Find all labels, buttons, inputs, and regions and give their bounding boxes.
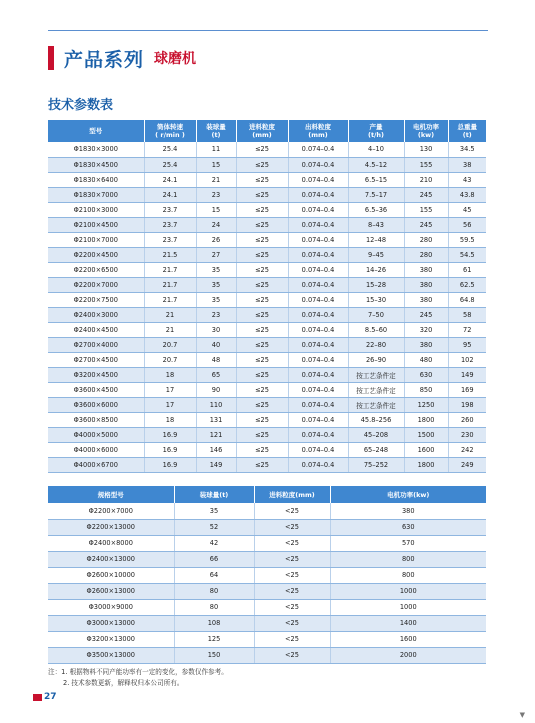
table-cell: 245 <box>404 307 448 322</box>
table-row <box>48 631 486 647</box>
table-cell: 169 <box>448 382 486 397</box>
table-cell: 380 <box>404 277 448 292</box>
table-cell: 0.074–0.4 <box>288 412 348 427</box>
table-cell: ≤25 <box>236 292 288 307</box>
table-cell: 17 <box>144 397 196 412</box>
table-cell: 21 <box>144 322 196 337</box>
table-cell: 75–252 <box>348 457 404 472</box>
table-cell: 21.7 <box>144 262 196 277</box>
table-cell: 0.074–0.4 <box>288 367 348 382</box>
table-cell: 130 <box>404 142 448 157</box>
table-row <box>48 615 486 631</box>
table-row <box>48 247 486 262</box>
table-cell: 27 <box>196 247 236 262</box>
table-cell: ≤25 <box>236 337 288 352</box>
table-cell: 155 <box>404 202 448 217</box>
header-rule <box>48 30 488 31</box>
table-cell: 1600 <box>404 442 448 457</box>
table-cell: 24.1 <box>144 187 196 202</box>
table-row <box>48 457 486 472</box>
table-cell: 4–10 <box>348 142 404 157</box>
table-cell: ≤25 <box>236 187 288 202</box>
column-header: 型号 <box>48 120 144 142</box>
table-cell: <25 <box>254 519 330 535</box>
table-cell: 0.074–0.4 <box>288 382 348 397</box>
table-cell: 1400 <box>330 615 486 631</box>
table-cell: 56 <box>448 217 486 232</box>
table-cell: 66 <box>174 551 254 567</box>
page-header <box>48 44 196 72</box>
table-cell: 34.5 <box>448 142 486 157</box>
table-cell: <25 <box>254 615 330 631</box>
table-cell: 按工艺条件定 <box>348 382 404 397</box>
table-cell: 800 <box>330 551 486 567</box>
table-row <box>48 519 486 535</box>
table-cell: 0.074–0.4 <box>288 397 348 412</box>
table-cell: Φ1830×3000 <box>48 142 144 157</box>
table-row <box>48 217 486 232</box>
table-row <box>48 307 486 322</box>
table-cell: 0.074–0.4 <box>288 307 348 322</box>
table-row <box>48 292 486 307</box>
table-cell: 21.5 <box>144 247 196 262</box>
column-header: 规格型号 <box>48 486 174 503</box>
table-cell: 26 <box>196 232 236 247</box>
table-cell: 0.074–0.4 <box>288 442 348 457</box>
table-cell: 80 <box>174 583 254 599</box>
table-row <box>48 599 486 615</box>
table-cell: 630 <box>330 519 486 535</box>
table-cell: 570 <box>330 535 486 551</box>
table-cell: 1600 <box>330 631 486 647</box>
table-cell: 80 <box>174 599 254 615</box>
table-cell: 0.074–0.4 <box>288 292 348 307</box>
table-cell: 108 <box>174 615 254 631</box>
table-cell: 90 <box>196 382 236 397</box>
table-cell: 155 <box>404 157 448 172</box>
table-cell: 146 <box>196 442 236 457</box>
table-cell: Φ3500×13000 <box>48 647 174 663</box>
table-cell: ≤25 <box>236 142 288 157</box>
table-cell: 800 <box>330 567 486 583</box>
table-cell: 21 <box>144 307 196 322</box>
table-cell: 65–248 <box>348 442 404 457</box>
table-cell: <25 <box>254 551 330 567</box>
table-cell: Φ3200×13000 <box>48 631 174 647</box>
table-cell: ≤25 <box>236 217 288 232</box>
table-cell: 6.5–15 <box>348 172 404 187</box>
footnote-1: 注：1. 根据物料不同产能功率有一定的变化，参数仅作参考。 <box>48 668 228 676</box>
table-cell: 35 <box>174 503 254 519</box>
section-title: 技术参数表 <box>48 98 114 113</box>
table-cell: 380 <box>404 337 448 352</box>
table-cell: 17 <box>144 382 196 397</box>
table-cell: 21.7 <box>144 292 196 307</box>
table-cell: 1250 <box>404 397 448 412</box>
table-cell: Φ2200×7000 <box>48 277 144 292</box>
table-cell: 38 <box>448 157 486 172</box>
table-cell: Φ3600×4500 <box>48 382 144 397</box>
table-row <box>48 277 486 292</box>
table-cell: Φ2600×10000 <box>48 567 174 583</box>
table-cell: 62.5 <box>448 277 486 292</box>
table-cell: ≤25 <box>236 322 288 337</box>
table-row <box>48 382 486 397</box>
table-cell: 380 <box>404 262 448 277</box>
table-row <box>48 262 486 277</box>
table-cell: 110 <box>196 397 236 412</box>
table-cell: 15–28 <box>348 277 404 292</box>
table-cell: ≤25 <box>236 367 288 382</box>
table-cell: 850 <box>404 382 448 397</box>
table-cell: 0.074–0.4 <box>288 352 348 367</box>
table-cell: ≤25 <box>236 262 288 277</box>
column-header: 进料粒度 (mm) <box>236 120 288 142</box>
table-cell: 43 <box>448 172 486 187</box>
table-cell: 210 <box>404 172 448 187</box>
table-cell: Φ1830×6400 <box>48 172 144 187</box>
column-header: 出料粒度 (mm) <box>288 120 348 142</box>
table-row <box>48 187 486 202</box>
table-cell: 61 <box>448 262 486 277</box>
table-cell: 1000 <box>330 583 486 599</box>
table-cell: 121 <box>196 427 236 442</box>
table-cell: Φ1830×4500 <box>48 157 144 172</box>
table-cell: 25.4 <box>144 157 196 172</box>
table-cell: 8.5–60 <box>348 322 404 337</box>
table-cell: 52 <box>174 519 254 535</box>
table-row <box>48 427 486 442</box>
table-cell: Φ2200×7500 <box>48 292 144 307</box>
table-cell: 380 <box>330 503 486 519</box>
table-cell: 16.9 <box>144 457 196 472</box>
page-title: 产品系列 <box>64 48 145 71</box>
table-cell: 16.9 <box>144 427 196 442</box>
table-cell: 0.074–0.4 <box>288 247 348 262</box>
table-cell: ≤25 <box>236 202 288 217</box>
table-cell: 48 <box>196 352 236 367</box>
table-cell: <25 <box>254 503 330 519</box>
table-cell: Φ2400×3000 <box>48 307 144 322</box>
header-accent-bar <box>48 46 54 70</box>
table-cell: ≤25 <box>236 157 288 172</box>
table-cell: 54.5 <box>448 247 486 262</box>
table-cell: 1800 <box>404 457 448 472</box>
table-cell: 0.074–0.4 <box>288 262 348 277</box>
table-cell: 1500 <box>404 427 448 442</box>
table-row <box>48 367 486 382</box>
table-cell: Φ2400×13000 <box>48 551 174 567</box>
table-cell: 21.7 <box>144 277 196 292</box>
table-cell: 15–30 <box>348 292 404 307</box>
table-row <box>48 551 486 567</box>
table-row <box>48 157 486 172</box>
table-cell: 95 <box>448 337 486 352</box>
table-cell: 0.074–0.4 <box>288 202 348 217</box>
table-cell: Φ3200×4500 <box>48 367 144 382</box>
footnote-2: 2. 技术参数更新，解释权归本公司所有。 <box>63 679 184 687</box>
table-cell: 23.7 <box>144 232 196 247</box>
table-cell: 12–48 <box>348 232 404 247</box>
table-cell: 0.074–0.4 <box>288 157 348 172</box>
table-cell: Φ1830×7000 <box>48 187 144 202</box>
table-cell: ≤25 <box>236 412 288 427</box>
table-cell: 8–43 <box>348 217 404 232</box>
table-cell: 2000 <box>330 647 486 663</box>
table-cell: Φ2600×13000 <box>48 583 174 599</box>
table-cell: 23 <box>196 187 236 202</box>
table-cell: 0.074–0.4 <box>288 187 348 202</box>
table-cell: ≤25 <box>236 247 288 262</box>
table-cell: 0.074–0.4 <box>288 142 348 157</box>
table-cell: 245 <box>404 217 448 232</box>
table-cell: 35 <box>196 292 236 307</box>
table-cell: 按工艺条件定 <box>348 397 404 412</box>
table-row <box>48 583 486 599</box>
table-cell: Φ3000×13000 <box>48 615 174 631</box>
table-cell: ≤25 <box>236 457 288 472</box>
table-cell: Φ2100×4500 <box>48 217 144 232</box>
table-cell: 480 <box>404 352 448 367</box>
table-row <box>48 397 486 412</box>
table-cell: ≤25 <box>236 232 288 247</box>
table-row <box>48 172 486 187</box>
table-cell: Φ3600×8500 <box>48 412 144 427</box>
table-cell: Φ2200×13000 <box>48 519 174 535</box>
table-cell: 35 <box>196 262 236 277</box>
table-cell: 149 <box>448 367 486 382</box>
table-row <box>48 322 486 337</box>
table-cell: 249 <box>448 457 486 472</box>
table-cell: 23 <box>196 307 236 322</box>
table-cell: Φ4000×5000 <box>48 427 144 442</box>
table-cell: Φ2100×3000 <box>48 202 144 217</box>
table-cell: <25 <box>254 535 330 551</box>
table-cell: 0.074–0.4 <box>288 277 348 292</box>
page-subtitle: 球磨机 <box>154 51 197 67</box>
table-cell: 58 <box>448 307 486 322</box>
table-row <box>48 412 486 427</box>
table-cell: ≤25 <box>236 382 288 397</box>
table-cell: 22–80 <box>348 337 404 352</box>
table-cell: 64.8 <box>448 292 486 307</box>
table-cell: 23.7 <box>144 217 196 232</box>
table-cell: 380 <box>404 292 448 307</box>
table-cell: 24.1 <box>144 172 196 187</box>
table-row <box>48 647 486 663</box>
table-cell: 42 <box>174 535 254 551</box>
table-cell: 18 <box>144 367 196 382</box>
table-cell: Φ3000×9000 <box>48 599 174 615</box>
table-cell: 14–26 <box>348 262 404 277</box>
table-cell: 4.5–12 <box>348 157 404 172</box>
table-cell: ≤25 <box>236 397 288 412</box>
table-cell: 242 <box>448 442 486 457</box>
table-cell: 59.5 <box>448 232 486 247</box>
table-cell: Φ2700×4500 <box>48 352 144 367</box>
table-cell: 35 <box>196 277 236 292</box>
page-marker <box>33 694 42 701</box>
column-header: 电机功率(kw) <box>330 486 486 503</box>
column-header: 进料粒度(mm) <box>254 486 330 503</box>
table-row <box>48 567 486 583</box>
column-header: 装球量 (t) <box>196 120 236 142</box>
table-cell: 7–50 <box>348 307 404 322</box>
table-cell: 0.074–0.4 <box>288 457 348 472</box>
table-cell: 6.5–36 <box>348 202 404 217</box>
table-row <box>48 352 486 367</box>
table-cell: 45.8–256 <box>348 412 404 427</box>
table-cell: 0.074–0.4 <box>288 217 348 232</box>
table-cell: 25.4 <box>144 142 196 157</box>
table-cell: 43.8 <box>448 187 486 202</box>
column-header: 电机功率 (kw) <box>404 120 448 142</box>
table-cell: ≤25 <box>236 442 288 457</box>
table-header-row <box>48 486 486 503</box>
table-cell: 按工艺条件定 <box>348 367 404 382</box>
table-cell: ≤25 <box>236 172 288 187</box>
table-cell: 102 <box>448 352 486 367</box>
table-cell: 1800 <box>404 412 448 427</box>
table-cell: Φ4000×6000 <box>48 442 144 457</box>
table-header-row <box>48 120 486 142</box>
column-header: 总重量 (t) <box>448 120 486 142</box>
table-cell: 72 <box>448 322 486 337</box>
table-cell: 0.074–0.4 <box>288 232 348 247</box>
table-cell: 15 <box>196 202 236 217</box>
table-cell: ≤25 <box>236 277 288 292</box>
table-row <box>48 503 486 519</box>
table-cell: 9–45 <box>348 247 404 262</box>
table-cell: 320 <box>404 322 448 337</box>
table-cell: Φ4000×6700 <box>48 457 144 472</box>
table-row <box>48 442 486 457</box>
table-cell: 230 <box>448 427 486 442</box>
table-cell: 198 <box>448 397 486 412</box>
table-cell: <25 <box>254 583 330 599</box>
table-cell: 0.074–0.4 <box>288 172 348 187</box>
table-cell: 280 <box>404 247 448 262</box>
table-cell: Φ2700×4000 <box>48 337 144 352</box>
table-cell: <25 <box>254 631 330 647</box>
page-number <box>33 692 57 702</box>
table-cell: Φ2200×7000 <box>48 503 174 519</box>
table-cell: Φ2200×4500 <box>48 247 144 262</box>
table-cell: 65 <box>196 367 236 382</box>
table-cell: 280 <box>404 232 448 247</box>
table-cell: 26–90 <box>348 352 404 367</box>
table-cell: 630 <box>404 367 448 382</box>
table-cell: <25 <box>254 567 330 583</box>
table-cell: <25 <box>254 599 330 615</box>
table-cell: ≤25 <box>236 307 288 322</box>
table-cell: 11 <box>196 142 236 157</box>
table-cell: 21 <box>196 172 236 187</box>
table-cell: Φ2200×6500 <box>48 262 144 277</box>
table-row <box>48 202 486 217</box>
table-cell: 15 <box>196 157 236 172</box>
table-cell: 30 <box>196 322 236 337</box>
table-cell: Φ3600×6000 <box>48 397 144 412</box>
table-cell: <25 <box>254 647 330 663</box>
ball-mill-extended-table <box>48 486 486 664</box>
table-cell: 125 <box>174 631 254 647</box>
table-cell: 45 <box>448 202 486 217</box>
table-cell: 23.7 <box>144 202 196 217</box>
table-cell: 16.9 <box>144 442 196 457</box>
column-header: 装球量(t) <box>174 486 254 503</box>
ball-mill-spec-table <box>48 120 486 473</box>
table-cell: Φ2100×7000 <box>48 232 144 247</box>
table-cell: 20.7 <box>144 352 196 367</box>
table-cell: 24 <box>196 217 236 232</box>
table-cell: 20.7 <box>144 337 196 352</box>
table-row <box>48 142 486 157</box>
table-row <box>48 535 486 551</box>
table-cell: 64 <box>174 567 254 583</box>
table-cell: 245 <box>404 187 448 202</box>
table-cell: ≤25 <box>236 427 288 442</box>
table-cell: 150 <box>174 647 254 663</box>
table-cell: 45–208 <box>348 427 404 442</box>
column-header: 筒体转速 ( r/min ) <box>144 120 196 142</box>
table-cell: Φ2400×4500 <box>48 322 144 337</box>
table-cell: 40 <box>196 337 236 352</box>
table-cell: 260 <box>448 412 486 427</box>
table-row <box>48 232 486 247</box>
table-cell: 0.074–0.4 <box>288 337 348 352</box>
column-header: 产量 (t/h) <box>348 120 404 142</box>
table-cell: 7.5–17 <box>348 187 404 202</box>
table-row <box>48 337 486 352</box>
table-cell: ≤25 <box>236 352 288 367</box>
table-cell: 1000 <box>330 599 486 615</box>
page-number-text: 27 <box>44 692 57 702</box>
triangle-down-icon[interactable]: ▼ <box>519 711 525 719</box>
table-cell: 0.074–0.4 <box>288 427 348 442</box>
table-cell: 18 <box>144 412 196 427</box>
footnotes <box>48 667 228 689</box>
table-cell: Φ2400×8000 <box>48 535 174 551</box>
table-cell: 131 <box>196 412 236 427</box>
table-cell: 149 <box>196 457 236 472</box>
table-cell: 0.074–0.4 <box>288 322 348 337</box>
